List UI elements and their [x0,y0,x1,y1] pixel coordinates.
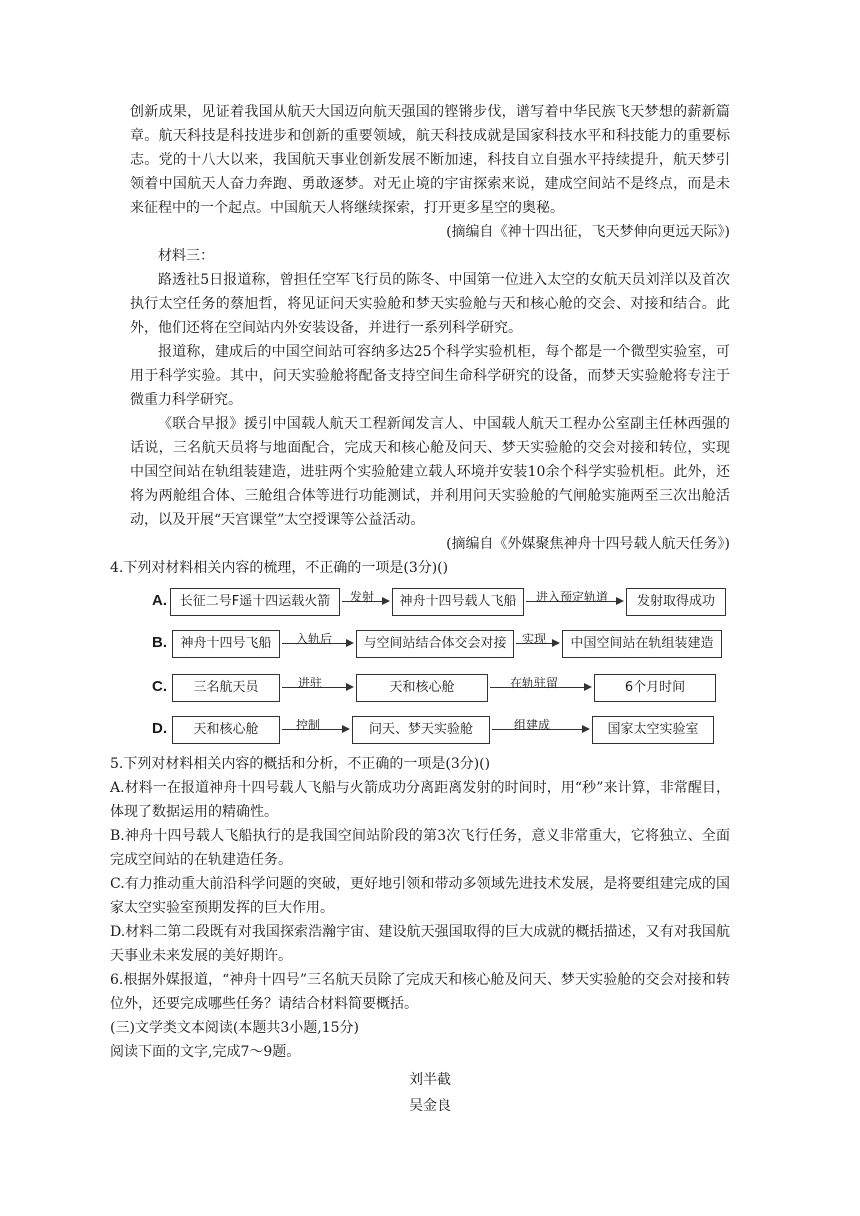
flow-box: 与空间站结合体交会对接 [356,630,514,658]
flow-row-label: D. [152,720,167,737]
story-title: 刘半截 [409,1072,451,1088]
flow-arrow [526,590,622,604]
option-5d: D.材料二第二段既有对我国探索浩瀚宇宙、建设航天强国取得的巨大成就的概括描述，又有对我国航天事业未来发展的美好期许。 [110,924,730,964]
flow-arrow-label: 入轨后 [296,632,333,646]
material-3-paragraph-2: 报道称，建成后的中国空间站可容纳多达25个科学实验机柜，每个都是一个微型实验室，可用于科学实验。其中，问天实验舱将配备支持空间生命科学研究的设备，而梦天实验舱将专注于微重力科学研究。 [130,344,730,408]
flow-box: 问天、梦天实验舱 [352,716,490,744]
option-5c: C.有力推动重大前沿科学问题的突破，更好地引领和带动多领域先进技术发展，是将要组建完成的国家太空实验室预期发挥的巨大作用。 [110,876,730,916]
question-5: 5.下列对材料相关内容的概括和分析，不正确的一项是(3分)() [110,756,491,772]
intro-paragraph: 创新成果，见证着我国从航天大国迈向航天强国的铿锵步伐，谱写着中华民族飞天梦想的薪新篇章。航天科技是科技进步和创新的重要领域，航天科技成就是国家科技水平和科技能力的重要标志。党的十八大以来，我国航天事业创新发展不断加速，科技自立自强水平持续提升，航天梦引领着中国航天人奋力奔跑、勇敢逐梦。对无止境的宇宙探索来说，建成空间站不是终点，而是未来征程中的一个起点。中国航天人将继续探索，打开更多星空的奥秘。 [130,104,730,216]
flow-row-label: A. [152,592,167,609]
story-author: 吴金良 [409,1098,451,1114]
flow-diagram [130,588,740,738]
flow-arrow-label: 控制 [296,718,321,732]
flow-row-d [130,716,740,746]
flow-arrow [492,718,588,732]
flow-box: 神舟十四号载人飞船 [392,588,524,616]
flow-arrow [342,590,388,604]
flow-box: 三名航天员 [172,674,280,702]
question-6: 6.根据外媒报道，“神舟十四号”三名航天员除了完成天和核心舱及问天、梦天实验舱的交会对接和转位外，还要完成哪些任务？请结合材料简要概括。 [110,972,730,1012]
flow-box: 天和核心舱 [356,674,488,702]
material-3-paragraph-1: 路透社5日报道称，曾担任空军飞行员的陈冬、中国第一位进入太空的女航天员刘洋以及首次执行太空任务的蔡旭哲，将见证问天实验舱和梦天实验舱与天和核心舱的交会、对接和结合。此外，他们还将在空间站内外安装设备，并进行一系列科学研究。 [130,272,730,336]
option-5a: A.材料一在报道神舟十四号载人飞船与火箭成功分离距离发射的时间时，用“秒”来计算，非常醒目，体现了数据运用的精确性。 [110,780,730,820]
flow-row-label: B. [152,634,167,651]
flow-arrow-label: 发射 [350,590,375,604]
material-3-heading: 材料三： [158,248,214,264]
flow-box: 长征二号F遥十四运载火箭 [170,588,340,616]
flow-row-b [130,630,740,660]
flow-arrow-label: 组建成 [514,718,551,732]
flow-row-c [130,674,740,704]
flow-arrow [282,632,352,646]
flow-box: 发射取得成功 [626,588,726,616]
source-citation-2: (摘编自《外媒聚焦神舟十四号载人航天任务》) [446,536,730,552]
flow-box: 天和核心舱 [172,716,280,744]
flow-arrow-label: 进驻 [298,676,323,690]
flow-arrow [490,676,590,690]
flow-arrow [282,676,352,690]
flow-box: 国家太空实验室 [592,716,714,744]
flow-arrow [516,632,558,646]
option-5b: B.神舟十四号载人飞船执行的是我国空间站阶段的第3次飞行任务，意义非常重大，它将独立、全面完成空间站的在轨建造任务。 [110,828,730,868]
question-4: 4.下列对材料相关内容的梳理，不正确的一项是(3分)() [110,560,449,576]
flow-arrow-label: 实现 [522,632,547,646]
material-3-paragraph-3: 《联合早报》援引中国载人航天工程新闻发言人、中国载人航天工程办公室副主任林西强的话说，三名航天员将与地面配合，完成天和核心舱及问天、梦天实验舱的交会对接和转位，实现中国空间站在轨组装建造，进驻两个实验舱建立载人环境并安装10余个科学实验机柜。此外，还将为两舱组合体、三舱组合体等进行功能测试，并利用问天实验舱的气闸舱实施两至三次出舱活动，以及开展“天宫课堂”太空授课等公益活动。 [130,416,730,528]
flow-arrow [282,718,348,732]
flow-row-a [130,588,740,618]
section-heading: (三)文学类文本阅读(本题共3小题,15分) [110,1020,360,1036]
source-citation-1: (摘编自《神十四出征，飞天梦伸向更远天际》) [446,224,730,240]
flow-arrow-label: 在轨驻留 [510,676,559,690]
flow-box: 神舟十四号飞船 [172,630,280,658]
reading-instruction: 阅读下面的文字,完成7～9题。 [110,1044,301,1060]
flow-box: 6个月时间 [594,674,716,702]
flow-arrow-label: 进入预定轨道 [536,590,609,604]
flow-row-label: C. [152,678,167,695]
flow-box: 中国空间站在轨组装建造 [562,630,722,658]
